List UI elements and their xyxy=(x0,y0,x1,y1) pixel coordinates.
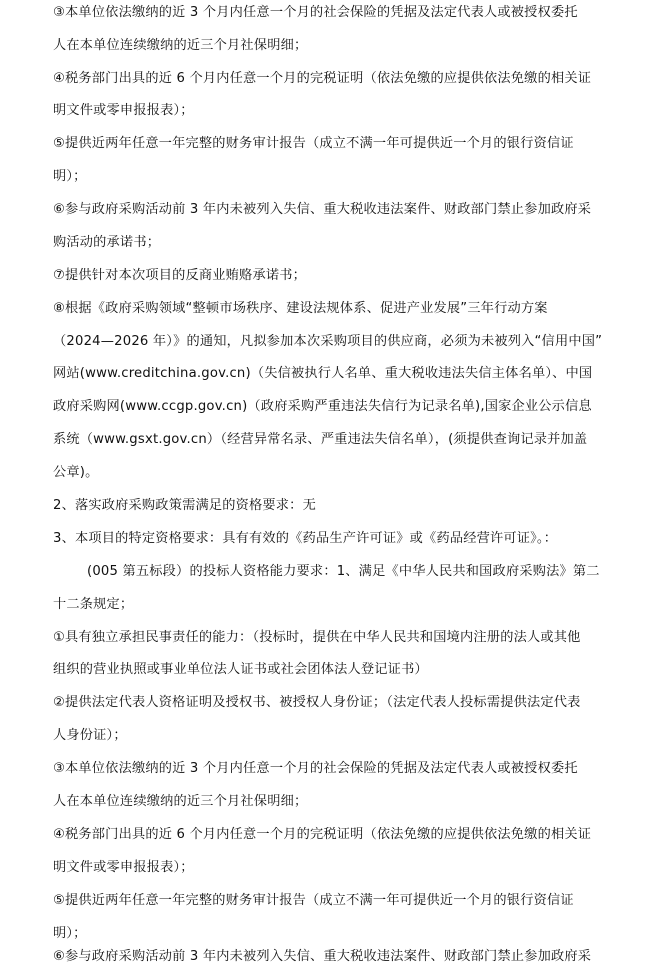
text-line: 明文件或零申报报表）； xyxy=(53,860,194,875)
text-line: 人在本单位连续缴纳的近三个月社保明细； xyxy=(53,794,308,809)
text-line: 3、本项目的特定资格要求：具有有效的《药品生产许可证》或《药品经营许可证》。： xyxy=(53,531,558,546)
text-line: 人身份证）； xyxy=(53,728,127,743)
text-line: ④税务部门出具的近 6 个月内任意一个月的完税证明（依法免缴的应提供依法免缴的相关证 xyxy=(53,827,592,842)
text-line: 明）； xyxy=(53,169,87,184)
text-line: 十二条规定； xyxy=(53,597,134,612)
text-line: ⑥参与政府采购活动前 3 年内未被列入失信、重大税收违法案件、财政部门禁止参加政府采 xyxy=(53,202,592,217)
text-line: ⑦提供针对本次项目的反商业贿赂承诺书； xyxy=(53,268,306,283)
text-line: ④税务部门出具的近 6 个月内任意一个月的完税证明（依法免缴的应提供依法免缴的相关证 xyxy=(53,71,592,86)
text-line: 购活动的承诺书； xyxy=(53,235,161,250)
text-line: ⑥参与政府采购活动前 3 年内未被列入失信、重大税收违法案件、财政部门禁止参加政府采 xyxy=(53,949,592,964)
text-line: 2、落实政府采购政策需满足的资格要求：无 xyxy=(53,498,316,513)
text-line: 明文件或零申报报表）； xyxy=(53,103,194,118)
text-line: ③本单位依法缴纳的近 3 个月内任意一个月的社会保险的凭据及法定代表人或被授权委托 xyxy=(53,761,578,776)
text-line: ①具有独立承担民事责任的能力：（投标时，提供在中华人民共和国境内注册的法人或其他 xyxy=(53,630,581,645)
text-line: 组织的营业执照或事业单位法人证书或社会团体法人登记证书） xyxy=(53,662,428,677)
text-line: ⑤提供近两年任意一年完整的财务审计报告（成立不满一年可提供近一个月的银行资信证 xyxy=(53,136,574,151)
text-line: ⑤提供近两年任意一年完整的财务审计报告（成立不满一年可提供近一个月的银行资信证 xyxy=(53,893,574,908)
text-line: 网站(www.creditchina.gov.cn)（失信被执行人名单、重大税收违法失信主体名单）、中国 xyxy=(53,366,593,381)
text-line: 明）； xyxy=(53,926,87,941)
text-line: (005 第五标段）的投标人资格能力要求：1、满足《中华人民共和国政府采购法》第二 xyxy=(87,564,600,579)
text-line: （2024—2026 年）》的通知，凡拟参加本次采购项目的供应商，必须为未被列入“信用中国” xyxy=(53,334,603,349)
text-line: 人在本单位连续缴纳的近三个月社保明细； xyxy=(53,38,308,53)
text-line: 公章)。 xyxy=(53,465,99,480)
text-line: ②提供法定代表人资格证明及授权书、被授权人身份证；（法定代表人投标需提供法定代表 xyxy=(53,695,581,710)
text-line: ⑧根据《政府采购领域“整顿市场秩序、建设法规体系、促进产业发展”三年行动方案 xyxy=(53,301,548,316)
text-line: ③本单位依法缴纳的近 3 个月内任意一个月的社会保险的凭据及法定代表人或被授权委托 xyxy=(53,5,578,20)
text-line: 系统（www.gsxt.gov.cn）（经营异常名录、严重违法失信名单），(须提供查询记录并加盖 xyxy=(53,432,588,447)
text-line: 政府采购网(www.ccgp.gov.cn)（政府采购严重违法失信行为记录名单),国家企业公示信息 xyxy=(53,399,592,414)
